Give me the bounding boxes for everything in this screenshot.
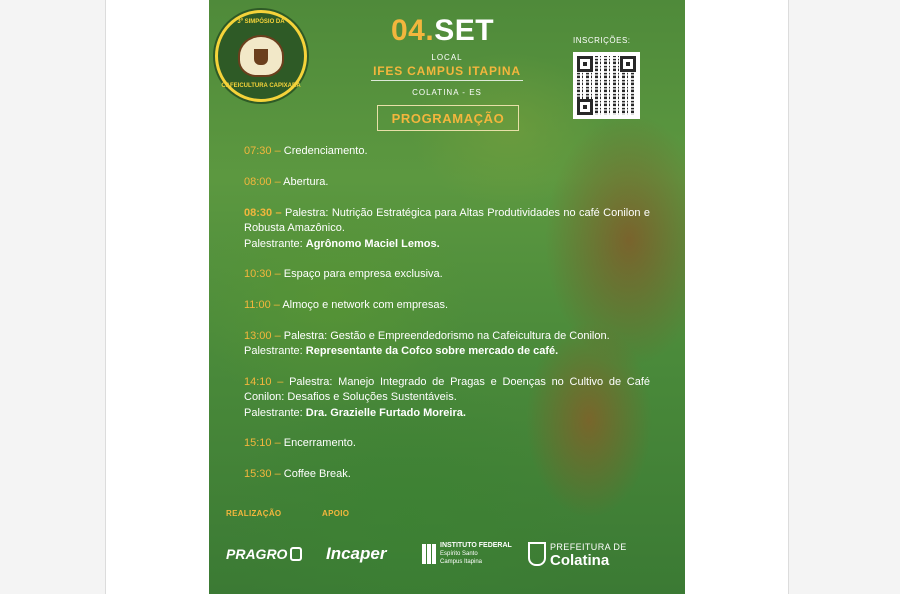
date-day: 04. <box>391 14 435 47</box>
schedule-item <box>244 467 650 482</box>
schedule-time: 14:10 – <box>244 376 284 388</box>
schedule-text: Almoço e network com empresas. <box>282 299 449 311</box>
schedule-item <box>244 144 650 159</box>
tractor-icon <box>290 547 302 561</box>
seal-bottom-text: CAFEICULTURA CAPIXABA <box>221 83 301 89</box>
programacao-label: PROGRAMAÇÃO <box>391 110 505 126</box>
schedule-text: Coffee Break. <box>283 468 351 480</box>
schedule-time: 15:10 – <box>244 437 281 449</box>
schedule-item <box>244 329 650 360</box>
ifes-logo: INSTITUTO FEDERAL Espírito Santo Campus Itapina <box>422 536 514 572</box>
registration-qr-code[interactable] <box>573 52 640 119</box>
schedule-time: 08:00 – <box>244 176 281 188</box>
proagro-logo: PRAGRO <box>226 536 302 572</box>
schedule-text: Abertura. <box>283 176 329 188</box>
schedule-text: Encerramento. <box>283 437 356 449</box>
schedule-text: Palestra: Nutrição Estratégica para Altas Produtividades no café Conilon e Robusta Amazônico. <box>244 207 650 235</box>
prefeitura-colatina-logo: PREFEITURA DE Colatina <box>528 536 636 572</box>
venue-name: IFES CAMPUS ITAPINA <box>373 64 521 78</box>
programacao-heading <box>377 105 519 131</box>
incaper-logo: Incaper <box>326 544 387 563</box>
schedule-time: 11:00 – <box>244 299 280 311</box>
schedule-item <box>244 298 650 313</box>
apoio-label: APOIO <box>322 509 350 518</box>
venue-divider <box>371 80 523 81</box>
schedule-text: Espaço para empresa exclusiva. <box>283 268 443 280</box>
speaker-name: Agrônomo Maciel Lemos. <box>305 237 440 250</box>
local-label: LOCAL <box>431 53 463 62</box>
seal-top-text: 3º SIMPÓSIO DA <box>237 19 285 25</box>
date-month: SET <box>434 14 495 47</box>
ifes-mark-icon <box>422 544 436 564</box>
schedule-item <box>244 375 650 421</box>
schedule-time: 10:30 – <box>244 268 281 280</box>
schedule-text: Palestra: Gestão e Empreendedorismo na Cafeicultura de Conilon. <box>283 330 610 342</box>
schedule-text: Palestra: Manejo Integrado de Pragas e Doenças no Cultivo de Café Conilon: Desafios e Soluções Sustentáveis. <box>244 376 651 404</box>
schedule-item <box>244 206 650 252</box>
schedule-text: Credenciamento. <box>283 145 368 157</box>
event-poster <box>209 0 685 594</box>
schedule-time: 15:30 – <box>244 468 281 480</box>
speaker-label: Palestrante: <box>244 406 303 419</box>
venue-city: COLATINA - ES <box>412 88 482 97</box>
schedule-time: 07:30 – <box>244 145 281 157</box>
schedule-time: 08:30 – <box>244 207 282 219</box>
speaker-label: Palestrante: <box>244 237 303 250</box>
schedule-item <box>244 436 650 451</box>
schedule-item <box>244 267 650 282</box>
city-crest-icon <box>528 542 546 566</box>
speaker-name: Dra. Grazielle Furtado Moreira. <box>305 406 466 419</box>
inscricoes-label: INSCRIÇÕES: <box>573 36 631 45</box>
schedule-time: 13:00 – <box>244 330 281 342</box>
realizacao-label: REALIZAÇÃO <box>226 509 282 518</box>
schedule-item <box>244 175 650 190</box>
event-date <box>391 14 494 48</box>
speaker-label: Palestrante: <box>244 345 303 358</box>
speaker-name: Representante da Cofco sobre mercado de café. <box>305 345 559 358</box>
